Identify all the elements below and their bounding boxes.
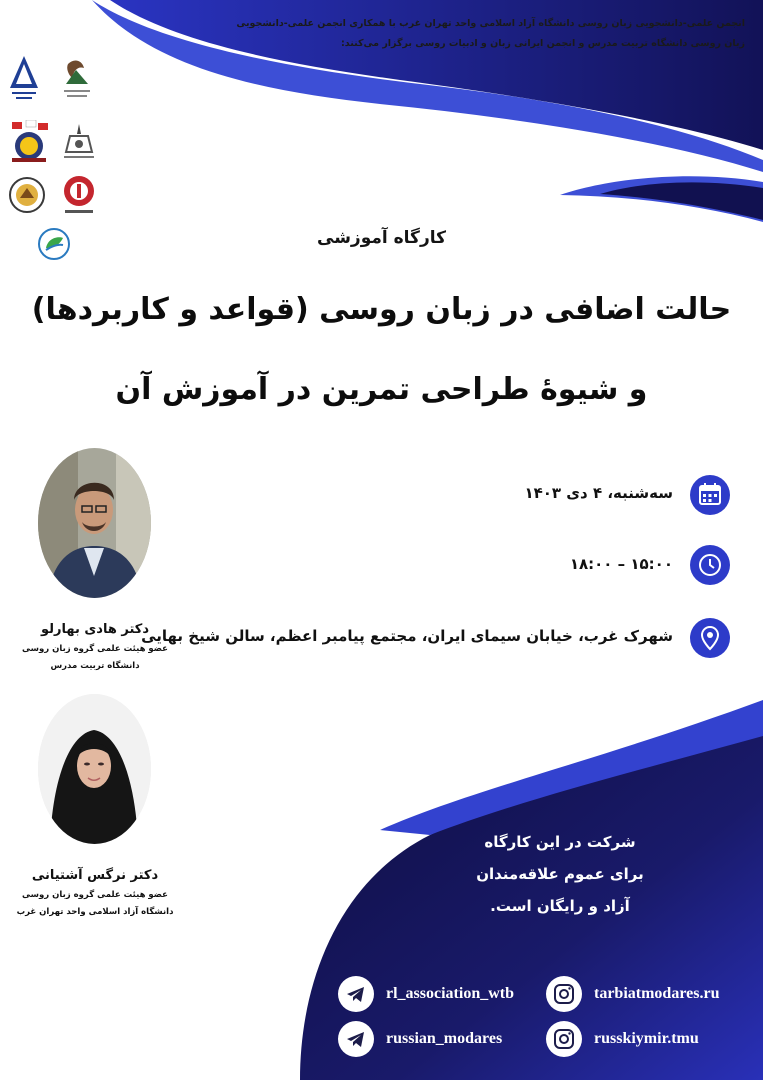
workshop-kicker: کارگاه آموزشی bbox=[317, 228, 446, 248]
free-admission-note bbox=[430, 826, 690, 922]
event-location: شهرک غرب، خیابان سیمای ایران، مجتمع پیامبر اعظم، سالن شیخ بهایی bbox=[141, 627, 673, 645]
note-line-2: برای عموم علاقه‌مندان bbox=[476, 865, 644, 883]
circle-emblem-logo bbox=[8, 176, 46, 214]
speaker-1-affiliation-1: عضو هیئت علمی گروه زبان روسی bbox=[22, 644, 168, 654]
instagram-icon bbox=[546, 976, 582, 1012]
calendar-icon bbox=[690, 475, 730, 515]
speaker-2-photo bbox=[38, 694, 151, 844]
instagram-icon bbox=[546, 1021, 582, 1057]
instagram-handle-1[interactable]: tarbiatmodares.ru bbox=[594, 985, 720, 1002]
clock-icon bbox=[690, 545, 730, 585]
telegram-handle-2[interactable]: russian_modares bbox=[386, 1030, 503, 1047]
event-title-line-1: حالت اضافی در زبان روسی (قواعد و کاربردها) bbox=[31, 292, 732, 327]
note-line-3: آزاد و رایگان است. bbox=[490, 897, 630, 915]
intro-line-2: زبان روسی دانشگاه تربیت مدرس و انجمن ایرانی زبان و ادبیات روسی برگزار می‌کنند: bbox=[340, 38, 745, 49]
intro-text bbox=[145, 14, 745, 54]
event-time: ۱۸:۰۰ – ۱۵:۰۰ bbox=[569, 555, 673, 573]
speaker-2 bbox=[0, 868, 190, 921]
speaker-2-affiliation-2: دانشگاه آزاد اسلامی واحد تهران غرب bbox=[16, 907, 174, 917]
telegram-icon bbox=[338, 1021, 374, 1057]
speaker-1-affiliation-2: دانشگاه تربیت مدرس bbox=[50, 661, 140, 671]
speaker-1-photo bbox=[38, 448, 151, 598]
tarbiat-modares-logo bbox=[60, 122, 98, 164]
note-line-1: شرکت در این کارگاه bbox=[484, 833, 636, 851]
event-date: سه‌شنبه، ۴ دی ۱۴۰۳ bbox=[524, 484, 673, 502]
intro-line-1: انجمن علمی-دانشجویی زبان روسی دانشگاه آزاد اسلامی واحد تهران غرب با همکاری انجمن علمی-دانشجویی bbox=[236, 18, 745, 29]
location-pin-icon bbox=[690, 618, 730, 658]
event-title-line-2: و شیوهٔ طراحی تمرین در آموزش آن bbox=[115, 372, 648, 407]
flags-logo bbox=[6, 120, 52, 164]
azad-university-logo bbox=[8, 54, 40, 106]
association-logo bbox=[58, 56, 96, 102]
speaker-1-name: دکتر هادی بهارلو bbox=[40, 622, 150, 637]
red-emblem-logo bbox=[60, 174, 98, 216]
speaker-2-affiliation-1: عضو هیئت علمی گروه زبان روسی bbox=[22, 890, 168, 900]
instagram-handle-2[interactable]: russkiymir.tmu bbox=[594, 1030, 699, 1047]
telegram-icon bbox=[338, 976, 374, 1012]
speaker-2-name: دکتر نرگس آشتیانی bbox=[31, 868, 159, 883]
telegram-handle-1[interactable]: rl_association_wtb bbox=[386, 985, 514, 1002]
